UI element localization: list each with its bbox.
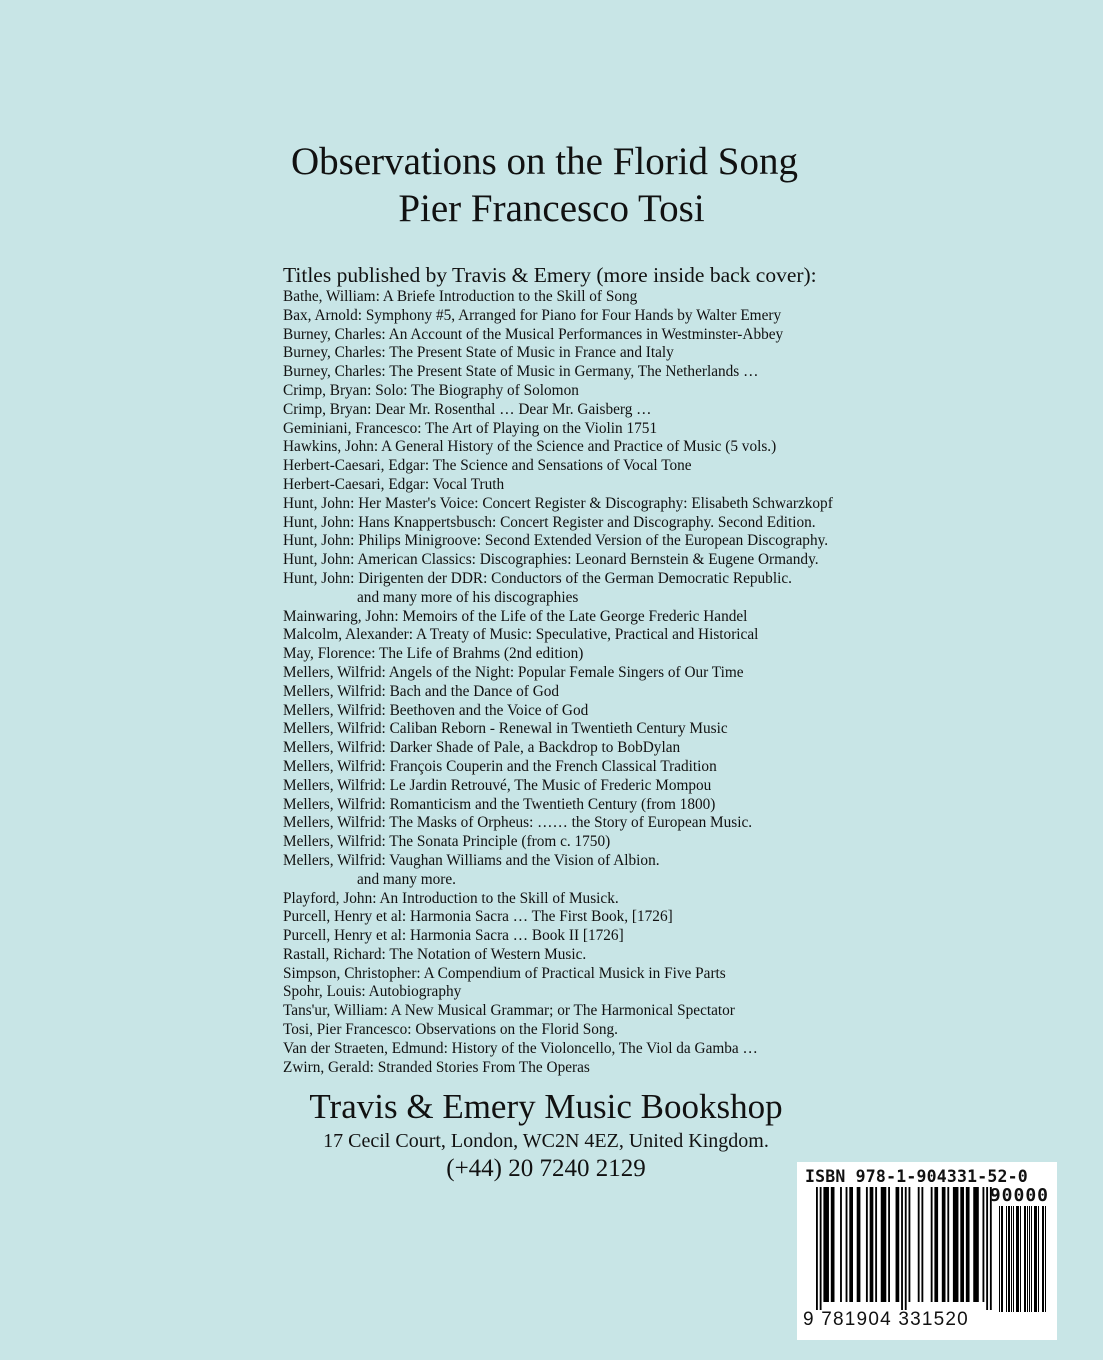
publisher-phone: (+44) 20 7240 2129 xyxy=(446,1155,646,1182)
barcode-bar xyxy=(857,1187,861,1302)
addon-bar xyxy=(1031,1206,1032,1312)
publisher-address: 17 Cecil Court, London, WC2N 4EZ, United Kingdom. xyxy=(323,1130,769,1152)
ean-digits: 9 781904 331520 xyxy=(803,1309,969,1330)
addon-bar xyxy=(1016,1206,1019,1312)
addon-bar xyxy=(1024,1206,1026,1312)
addon-bar xyxy=(1011,1206,1012,1312)
catalogue-item: Mainwaring, John: Memoirs of the Life of the Late George Frederic Handel xyxy=(283,607,748,625)
barcode-bar xyxy=(909,1187,911,1302)
catalogue-item: Purcell, Henry et al: Harmonia Sacra … Book II [1726] xyxy=(283,927,624,945)
barcode-bar xyxy=(983,1187,985,1302)
catalogue-item: Tans'ur, William: A New Musical Grammar; or The Harmonical Spectator xyxy=(283,1002,735,1020)
price-code: 90000 xyxy=(989,1185,1049,1206)
catalogue-item: Mellers, Wilfrid: Romanticism and the Twentieth Century (from 1800) xyxy=(283,795,716,813)
publisher-name: Travis & Emery Music Bookshop xyxy=(309,1087,783,1126)
barcode-bar xyxy=(870,1187,874,1302)
addon-bar xyxy=(1020,1206,1021,1312)
barcode-bar xyxy=(966,1187,970,1302)
catalogue-item: Hawkins, John: A General History of the Science and Practice of Music (5 vols.) xyxy=(283,438,777,456)
barcode-bar xyxy=(931,1187,933,1302)
addon-bar xyxy=(1042,1206,1044,1312)
catalogue-item: Malcolm, Alexander: A Treaty of Music: Speculative, Practical and Historical xyxy=(283,626,759,644)
catalogue-item: Hunt, John: Philips Minigroove: Second Extended Version of the European Discography. xyxy=(283,532,829,550)
catalogue-item: Spohr, Louis: Autobiography xyxy=(283,983,462,1001)
barcode-bar xyxy=(905,1187,907,1310)
addon-bar xyxy=(1034,1206,1037,1312)
barcode-bar xyxy=(816,1187,818,1310)
barcode-bar xyxy=(921,1187,923,1302)
catalogue-item: Simpson, Christopher: A Compendium of Practical Musick in Five Parts xyxy=(283,964,726,982)
catalogue-item: Mellers, Wilfrid: Le Jardin Retrouvé, The Music of Frederic Mompou xyxy=(283,776,712,794)
addon-bar xyxy=(1045,1206,1046,1312)
catalogue-item: Hunt, John: Her Master's Voice: Concert Register & Discography: Elisabeth Schwarzkopf xyxy=(283,494,833,512)
catalogue-item: Hunt, John: Dirigenten der DDR: Conductors of the German Democratic Republic. xyxy=(283,569,792,587)
catalogue-item: Mellers, Wilfrid: Darker Shade of Pale, a Backdrop to BobDylan xyxy=(283,739,681,757)
addon-bar xyxy=(1027,1206,1028,1312)
catalogue-item: Burney, Charles: The Present State of Music in France and Italy xyxy=(283,344,674,362)
addon-bar xyxy=(1006,1206,1007,1312)
barcode-bar xyxy=(823,1187,829,1302)
catalogue-item: May, Florence: The Life of Brahms (2nd edition) xyxy=(283,645,584,663)
barcode-bar xyxy=(918,1187,920,1302)
barcode-bar xyxy=(820,1187,822,1310)
barcode-bar xyxy=(953,1187,959,1302)
catalogue-item: Herbert-Caesari, Edgar: Vocal Truth xyxy=(283,475,505,493)
barcode-bar xyxy=(831,1187,835,1302)
catalogue-item: Mellers, Wilfrid: François Couperin and the French Classical Tradition xyxy=(283,757,717,775)
addon-bar xyxy=(999,1206,1000,1312)
barcode-bar xyxy=(947,1187,949,1302)
catalogue-item: Mellers, Wilfrid: The Masks of Orpheus: …… the Story of European Music. xyxy=(283,814,753,832)
barcode-bar xyxy=(973,1187,979,1302)
catalogue-item: Mellers, Wilfrid: Vaughan Williams and the Vision of Albion. xyxy=(283,851,660,869)
catalogue-item: Mellers, Wilfrid: Beethoven and the Voice of God xyxy=(283,701,589,719)
barcode-bar xyxy=(942,1187,946,1302)
barcode-bar xyxy=(840,1187,842,1302)
catalogue-item: Bathe, William: A Briefe Introduction to the Skill of Song xyxy=(283,288,638,305)
catalogue-item: Geminiani, Francesco: The Art of Playing on the Violin 1751 xyxy=(283,419,658,437)
catalogue-item: and many more of his discographies xyxy=(357,588,579,606)
catalogue-item: Tosi, Pier Francesco: Observations on the Florid Song. xyxy=(283,1021,619,1039)
barcode-bar xyxy=(846,1187,848,1302)
book-title: Observations on the Florid Song xyxy=(291,140,798,183)
catalogue-item: Crimp, Bryan: Dear Mr. Rosenthal … Dear Mr. Gaisberg … xyxy=(283,400,652,418)
barcode-bar xyxy=(960,1187,964,1302)
catalogue-item: Mellers, Wilfrid: Bach and the Dance of God xyxy=(283,682,560,700)
barcode-bar xyxy=(934,1187,938,1302)
catalogue-item: Herbert-Caesari, Edgar: The Science and Sensations of Vocal Tone xyxy=(283,457,692,475)
isbn-barcode xyxy=(797,1162,1057,1340)
barcode-bar xyxy=(875,1187,877,1302)
addon-bar xyxy=(1029,1206,1030,1312)
catalogue-item: Mellers, Wilfrid: Angels of the Night: Popular Female Singers of Our Time xyxy=(283,663,744,681)
catalogue-item: Bax, Arnold: Symphony #5, Arranged for Piano for Four Hands by Walter Emery xyxy=(283,306,782,324)
book-author: Pier Francesco Tosi xyxy=(398,187,705,230)
barcode-bar xyxy=(896,1187,900,1302)
catalogue-item: Burney, Charles: An Account of the Musical Performances in Westminster-Abbey xyxy=(283,325,784,343)
barcode-bar xyxy=(881,1187,887,1302)
barcode-bar xyxy=(849,1187,853,1302)
catalogue-item: Purcell, Henry et al: Harmonia Sacra … The First Book, [1726] xyxy=(283,908,673,926)
catalogue-item: Crimp, Bryan: Solo: The Biography of Solomon xyxy=(283,381,579,399)
catalogue-item: Mellers, Wilfrid: The Sonata Principle (from c. 1750) xyxy=(283,833,611,851)
catalogue-item: Burney, Charles: The Present State of Music in Germany, The Netherlands … xyxy=(283,363,759,381)
addon-bar xyxy=(1038,1206,1039,1312)
addon-bar xyxy=(1008,1206,1010,1312)
barcode-bar xyxy=(888,1187,890,1302)
addon-bar xyxy=(1001,1206,1003,1312)
catalogue-item: Playford, John: An Introduction to the Skill of Musick. xyxy=(283,889,619,907)
catalogue-item: Rastall, Richard: The Notation of Western Music. xyxy=(283,945,587,963)
catalogue-item: and many more. xyxy=(357,870,456,888)
barcode-bar xyxy=(901,1187,903,1310)
catalogue-heading: Titles published by Travis & Emery (more inside back cover): xyxy=(283,263,817,287)
catalogue-item: Zwirn, Gerald: Stranded Stories From The Operas xyxy=(283,1058,590,1076)
catalogue-item: Van der Straeten, Edmund: History of the Violoncello, The Viol da Gamba … xyxy=(283,1039,758,1057)
catalogue-list xyxy=(283,288,833,1077)
catalogue-item: Hunt, John: American Classics: Discographies: Leonard Bernstein & Eugene Ormandy. xyxy=(283,551,819,569)
catalogue-item: Mellers, Wilfrid: Caliban Reborn - Renewal in Twentieth Century Music xyxy=(283,720,728,738)
barcode-bar xyxy=(866,1187,868,1302)
barcode-bar xyxy=(986,1187,988,1310)
addon-bar xyxy=(1013,1206,1014,1312)
catalogue-item: Hunt, John: Hans Knappertsbusch: Concert Register and Discography. Second Edition. xyxy=(283,513,816,531)
isbn-label: ISBN 978-1-904331-52-0 xyxy=(805,1167,1028,1186)
